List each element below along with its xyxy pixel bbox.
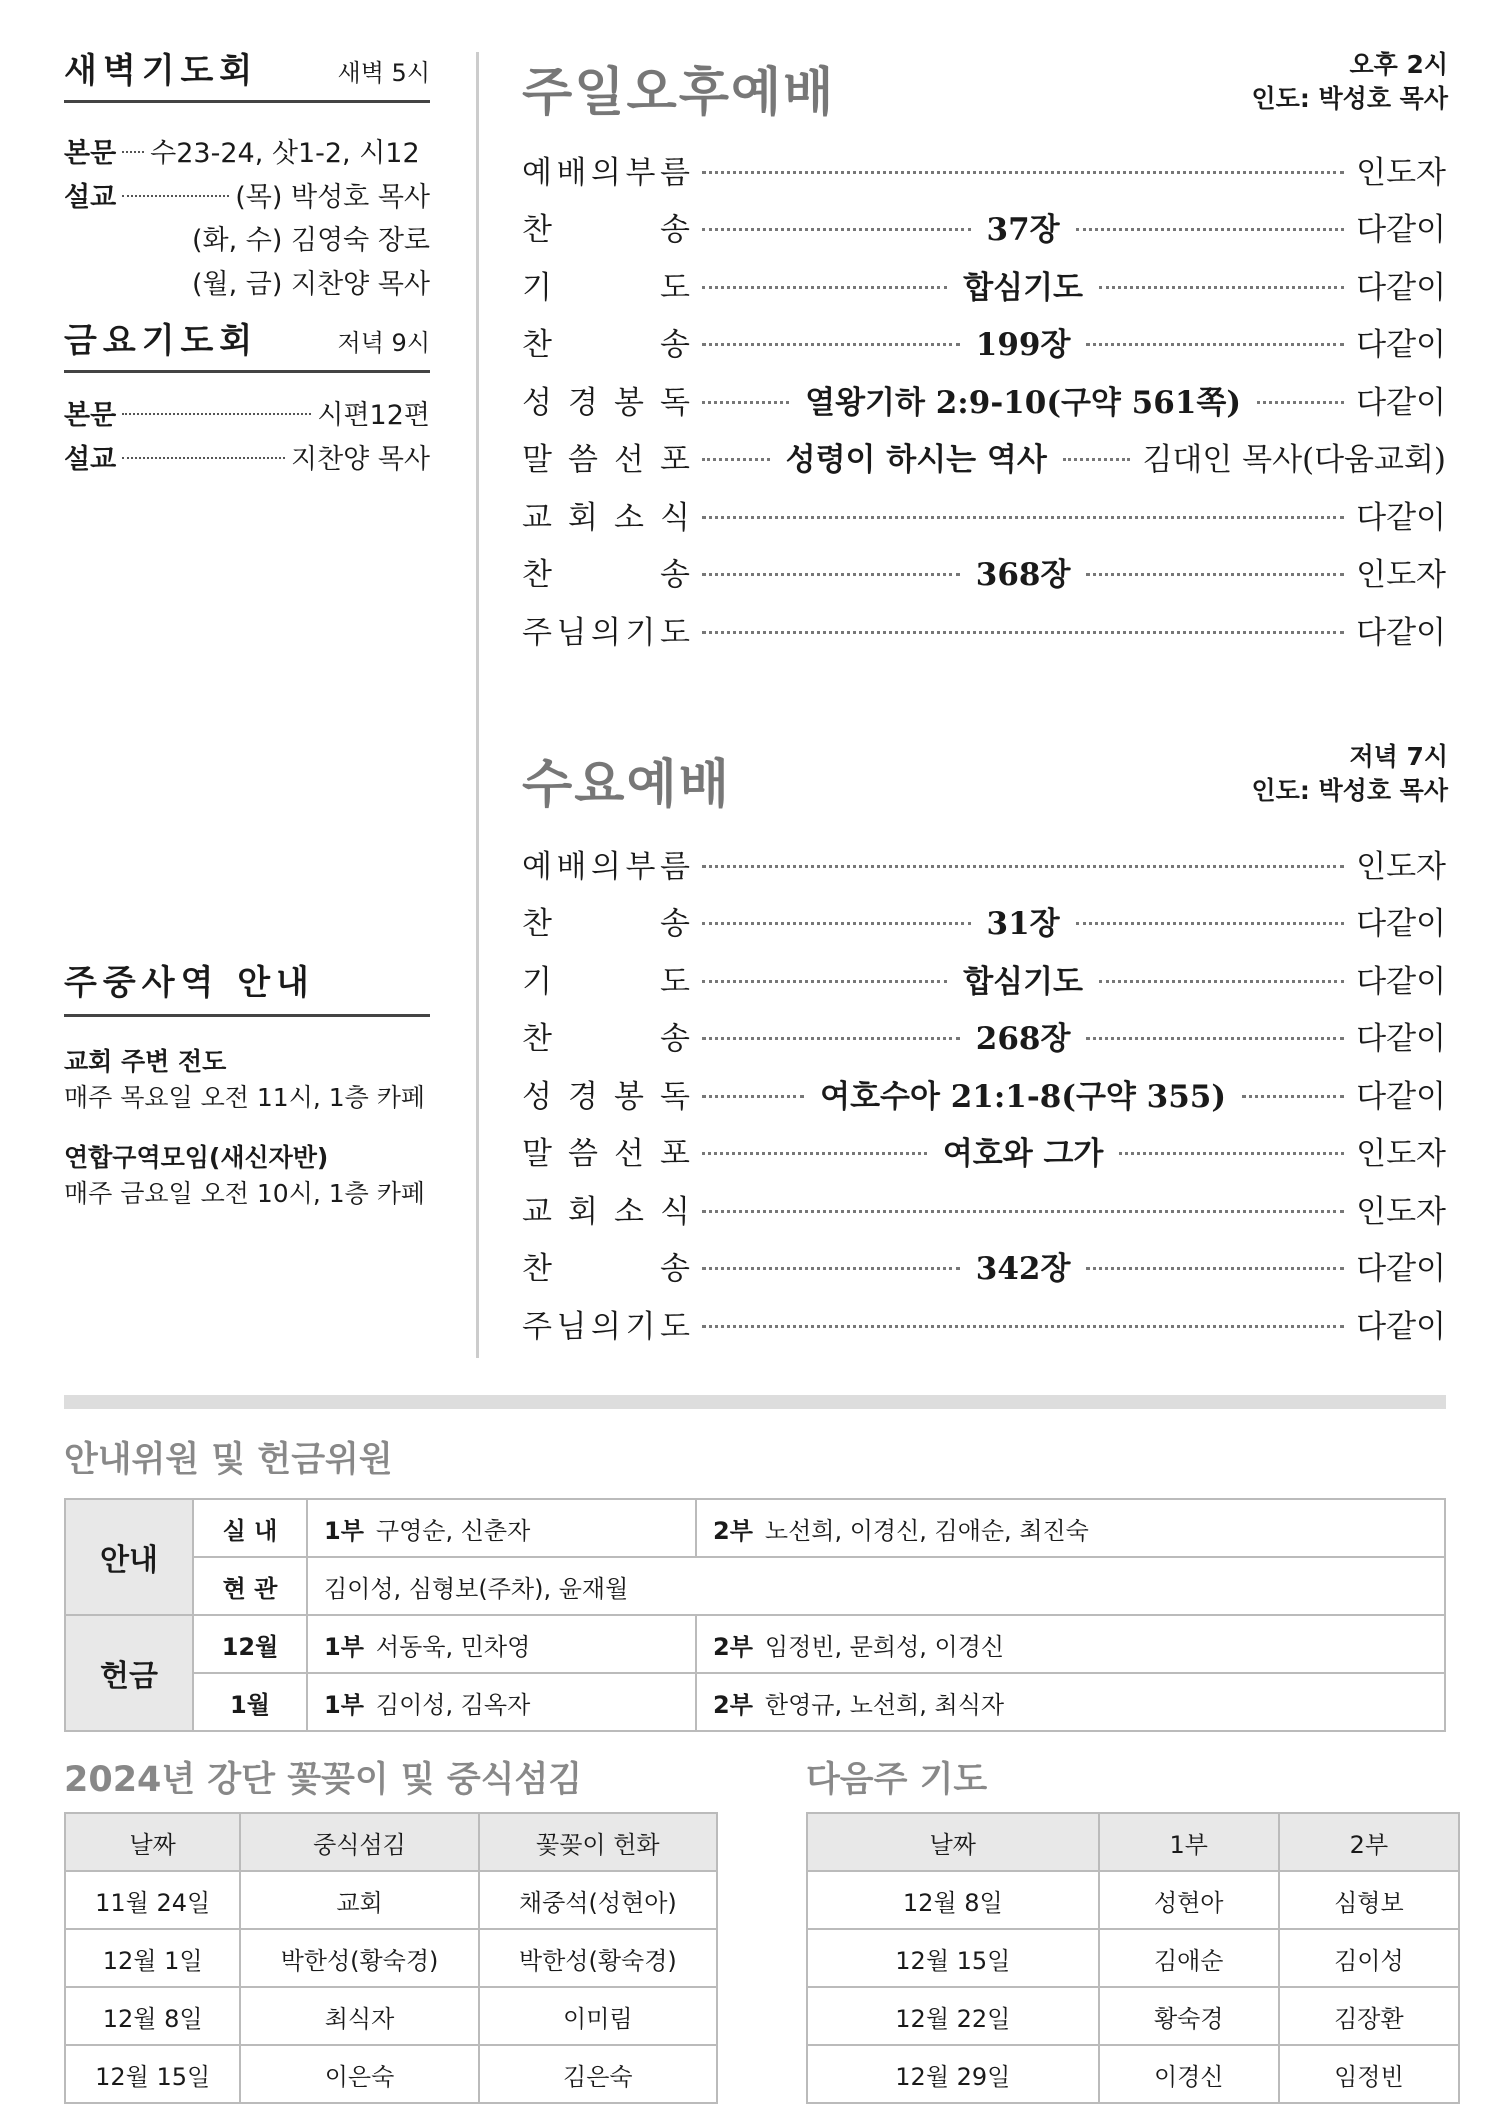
offering-group-label: 헌금 xyxy=(65,1615,193,1731)
order-content: 342장 xyxy=(975,1251,1071,1287)
order-label: 기 도 xyxy=(522,269,690,306)
order-content: 합심기도 xyxy=(963,963,1083,1000)
table-cell: 12월 15일 xyxy=(807,1929,1099,1987)
table-row xyxy=(65,1499,1445,1557)
friday-prayer-header xyxy=(64,322,430,373)
table-header-row xyxy=(65,1813,717,1871)
dot-leader xyxy=(122,195,229,197)
table-cell: 12월 15일 xyxy=(65,2045,240,2103)
dawn-sermon-row xyxy=(64,174,430,214)
table-row xyxy=(807,1871,1459,1929)
names: 구영순, 신춘자 xyxy=(375,1516,531,1545)
order-content: 31장 xyxy=(986,906,1060,942)
committee-table xyxy=(64,1498,1446,1732)
table-cell: 교회 xyxy=(240,1871,478,1929)
mission-title: 주중사역 안내 xyxy=(64,963,315,1003)
table-row xyxy=(807,1929,1459,1987)
table-cell: 황숙경 xyxy=(1099,1987,1279,2045)
order-leader: 다같이 xyxy=(1356,906,1446,942)
column-divider xyxy=(476,52,479,1358)
table-cell: 이은숙 xyxy=(240,2045,478,2103)
order-row xyxy=(522,955,1446,1001)
dot-leader xyxy=(702,401,789,404)
column-header: 꽃꽂이 헌화 xyxy=(479,1813,717,1871)
dot-leader xyxy=(1257,401,1344,404)
order-content: 268장 xyxy=(975,1021,1071,1057)
dawn-sermon-label: 설교 xyxy=(64,181,117,213)
dot-leader xyxy=(1119,1152,1344,1155)
order-leader: 인도자 xyxy=(1356,557,1446,593)
order-leader: 인도자 xyxy=(1356,154,1446,191)
table-cell: 심형보 xyxy=(1279,1871,1459,1929)
table-row xyxy=(807,1987,1459,2045)
dot-leader xyxy=(702,458,770,461)
dot-leader xyxy=(702,228,971,231)
guide-group-label: 안내 xyxy=(65,1499,193,1615)
column-header: 중식섬김 xyxy=(240,1813,478,1871)
order-label: 찬 송 xyxy=(522,1251,690,1287)
dot-leader xyxy=(702,516,1344,519)
names: 서동욱, 민차영 xyxy=(375,1632,531,1661)
names: 김이성, 김옥자 xyxy=(375,1690,531,1719)
dot-leader xyxy=(1086,1267,1344,1270)
committee-cell xyxy=(696,1673,1445,1731)
dot-leader xyxy=(702,980,947,983)
order-row xyxy=(522,491,1446,537)
committee-cell xyxy=(696,1499,1445,1557)
dot-leader xyxy=(702,343,960,346)
part-label: 2부 xyxy=(713,1690,753,1719)
order-label: 찬 송 xyxy=(522,906,690,942)
dawn-text-label: 본문 xyxy=(64,137,117,169)
dot-leader xyxy=(702,922,971,925)
friday-sermon-label: 설교 xyxy=(64,443,117,475)
order-row xyxy=(522,146,1446,192)
order-row xyxy=(522,1243,1446,1289)
order-label: 예 배 의 부 름 xyxy=(522,154,690,191)
order-row xyxy=(522,840,1446,886)
dawn-prayer-header xyxy=(64,52,430,103)
table-header-row xyxy=(807,1813,1459,1871)
order-leader: 다같이 xyxy=(1356,384,1446,421)
order-content: 여호수아 21:1-8(구약 355) xyxy=(820,1078,1227,1115)
committee-cell xyxy=(696,1615,1445,1673)
wednesday-service-info xyxy=(1252,740,1448,808)
committee-title: 안내위원 및 헌금위원 xyxy=(64,1440,393,1480)
order-content: 열왕기하 2:9-10(구약 561쪽) xyxy=(805,384,1241,421)
order-row xyxy=(522,549,1446,595)
section-divider-bar xyxy=(64,1395,1446,1409)
order-label: 말 씀 선 포 xyxy=(522,442,690,478)
flowers-table xyxy=(64,1812,718,2104)
order-row xyxy=(522,1128,1446,1174)
friday-text-label: 본문 xyxy=(64,399,117,431)
order-leader: 인도자 xyxy=(1356,848,1446,885)
dot-leader xyxy=(702,1152,927,1155)
dot-leader xyxy=(702,1037,960,1040)
prayer-table xyxy=(806,1812,1460,2104)
dot-leader xyxy=(1076,228,1345,231)
dot-leader xyxy=(702,1095,804,1098)
dot-leader xyxy=(702,573,960,576)
mission-item-desc: 매주 목요일 오전 11시, 1층 카페 xyxy=(64,1083,426,1112)
dawn-prayer-title: 새벽기도회 xyxy=(64,51,259,91)
dot-leader xyxy=(1063,458,1131,461)
dot-leader xyxy=(1099,286,1344,289)
order-label: 찬 송 xyxy=(522,327,690,363)
table-row xyxy=(65,1987,717,2045)
table-cell: 12월 22일 xyxy=(807,1987,1099,2045)
order-label: 찬 송 xyxy=(522,1021,690,1057)
wednesday-service-time: 저녁 7시 xyxy=(1349,742,1448,771)
order-label: 기 도 xyxy=(522,963,690,1000)
dawn-preacher-2: (화, 수) 김영숙 장로 xyxy=(192,225,430,256)
table-row xyxy=(65,1557,1445,1615)
friday-sermon-row xyxy=(64,436,430,476)
table-cell: 임정빈 xyxy=(1279,2045,1459,2103)
order-leader: 다같이 xyxy=(1356,614,1446,651)
table-cell: 이미림 xyxy=(479,1987,717,2045)
table-row xyxy=(807,2045,1459,2103)
order-label: 성 경 봉 독 xyxy=(522,1078,690,1115)
dot-leader xyxy=(122,457,285,459)
order-row xyxy=(522,434,1446,480)
order-content: 합심기도 xyxy=(963,269,1083,306)
friday-prayer-title: 금요기도회 xyxy=(64,321,259,361)
dawn-preacher-1: (목) 박성호 목사 xyxy=(235,181,430,213)
dot-leader xyxy=(702,1210,1344,1213)
table-cell: 김애순 xyxy=(1099,1929,1279,1987)
wednesday-service-leader: 인도: 박성호 목사 xyxy=(1251,776,1448,805)
part-label: 1부 xyxy=(324,1632,364,1661)
sunday-service-time: 오후 2시 xyxy=(1349,50,1448,79)
order-label: 주 님 의 기 도 xyxy=(522,614,690,651)
order-label: 찬 송 xyxy=(522,212,690,248)
order-label: 주 님 의 기 도 xyxy=(522,1308,690,1345)
sunday-service-info xyxy=(1252,48,1448,116)
order-row xyxy=(522,606,1446,652)
dot-leader xyxy=(702,171,1344,174)
order-label: 찬 송 xyxy=(522,557,690,593)
table-row xyxy=(65,1673,1445,1731)
dawn-preacher-3: (월, 금) 지찬양 목사 xyxy=(192,269,430,300)
table-row xyxy=(65,1615,1445,1673)
order-label: 말 씀 선 포 xyxy=(522,1136,690,1172)
table-cell: 김이성 xyxy=(1279,1929,1459,1987)
friday-preacher: 지찬양 목사 xyxy=(291,443,430,475)
table-cell: 12월 8일 xyxy=(65,1987,240,2045)
table-cell: 12월 29일 xyxy=(807,2045,1099,2103)
order-row xyxy=(522,1070,1446,1116)
wednesday-service-title: 수요예배 xyxy=(522,755,731,815)
column-header: 1부 xyxy=(1099,1813,1279,1871)
dot-leader xyxy=(702,286,947,289)
table-cell: 채중석(성현아) xyxy=(479,1871,717,1929)
table-row xyxy=(65,1929,717,1987)
friday-prayer-time: 저녁 9시 xyxy=(337,329,430,357)
dawn-prayer-time: 새벽 5시 xyxy=(337,59,430,87)
column-header: 날짜 xyxy=(807,1813,1099,1871)
friday-text: 시편12편 xyxy=(317,399,430,431)
part-label: 1부 xyxy=(324,1516,364,1545)
committee-cell xyxy=(307,1673,696,1731)
mission-item-title: 연합구역모임(새신자반) xyxy=(64,1143,329,1172)
order-leader: 인도자 xyxy=(1356,1136,1446,1172)
committee-cell xyxy=(307,1615,696,1673)
order-row xyxy=(522,261,1446,307)
prayer-title: 다음주 기도 xyxy=(806,1760,988,1800)
order-leader: 다같이 xyxy=(1356,212,1446,248)
dot-leader xyxy=(122,413,311,415)
names: 노선희, 이경신, 김애순, 최진숙 xyxy=(764,1516,1089,1545)
mission-item-title: 교회 주변 전도 xyxy=(64,1047,227,1076)
order-leader: 다같이 xyxy=(1356,1308,1446,1345)
order-label: 예 배 의 부 름 xyxy=(522,848,690,885)
flowers-title: 2024년 강단 꽃꽂이 및 중식섬김 xyxy=(64,1760,583,1800)
table-cell: 이경신 xyxy=(1099,2045,1279,2103)
column-header: 2부 xyxy=(1279,1813,1459,1871)
table-cell: 김은숙 xyxy=(479,2045,717,2103)
names: 임정빈, 문희성, 이경신 xyxy=(764,1632,1005,1661)
table-cell: 박한성(황숙경) xyxy=(240,1929,478,1987)
committee-sub-label: 1월 xyxy=(193,1673,307,1731)
dot-leader xyxy=(702,1267,960,1270)
order-row xyxy=(522,319,1446,365)
table-cell: 김장환 xyxy=(1279,1987,1459,2045)
sunday-service-leader: 인도: 박성호 목사 xyxy=(1251,84,1448,113)
order-label: 성 경 봉 독 xyxy=(522,384,690,421)
dot-leader xyxy=(702,865,1344,868)
dot-leader xyxy=(1086,1037,1344,1040)
order-content: 368장 xyxy=(975,557,1071,593)
order-row xyxy=(522,376,1446,422)
order-label: 교 회 소 식 xyxy=(522,1193,690,1230)
table-cell: 박한성(황숙경) xyxy=(479,1929,717,1987)
committee-cell xyxy=(307,1557,1445,1615)
order-content: 성령이 하시는 역사 xyxy=(785,442,1047,478)
order-row xyxy=(522,1185,1446,1231)
dot-leader xyxy=(1086,343,1344,346)
table-cell: 최식자 xyxy=(240,1987,478,2045)
dot-leader xyxy=(1076,922,1345,925)
order-content: 37장 xyxy=(986,212,1060,248)
committee-sub-label: 현 관 xyxy=(193,1557,307,1615)
committee-sub-label: 12월 xyxy=(193,1615,307,1673)
order-content: 199장 xyxy=(975,327,1071,363)
order-leader: 다같이 xyxy=(1356,327,1446,363)
table-cell: 12월 1일 xyxy=(65,1929,240,1987)
order-leader: 다같이 xyxy=(1356,499,1446,536)
names: 김이성, 심형보(주차), 윤재월 xyxy=(324,1574,629,1603)
order-leader: 다같이 xyxy=(1356,1078,1446,1115)
sunday-service-title: 주일오후예배 xyxy=(522,63,836,123)
friday-text-row xyxy=(64,392,430,432)
order-row xyxy=(522,204,1446,250)
order-leader: 다같이 xyxy=(1356,1251,1446,1287)
dot-leader xyxy=(1099,980,1344,983)
order-row xyxy=(522,898,1446,944)
mission-header xyxy=(64,954,430,1017)
part-label: 2부 xyxy=(713,1632,753,1661)
table-cell: 12월 8일 xyxy=(807,1871,1099,1929)
part-label: 2부 xyxy=(713,1516,753,1545)
dot-leader xyxy=(1242,1095,1344,1098)
dawn-text: 수23-24, 삿1-2, 시12 xyxy=(150,137,420,169)
order-leader: 인도자 xyxy=(1356,1193,1446,1230)
dot-leader xyxy=(702,1325,1344,1328)
dot-leader xyxy=(702,631,1344,634)
dawn-text-row xyxy=(64,130,430,170)
table-cell: 11월 24일 xyxy=(65,1871,240,1929)
order-leader: 김대인 목사(다움교회) xyxy=(1142,442,1446,478)
table-cell: 성현아 xyxy=(1099,1871,1279,1929)
order-leader: 다같이 xyxy=(1356,963,1447,1000)
mission-item-desc: 매주 금요일 오전 10시, 1층 카페 xyxy=(64,1179,426,1208)
order-row xyxy=(522,1013,1446,1059)
order-leader: 다같이 xyxy=(1356,269,1447,306)
order-row xyxy=(522,1300,1446,1346)
committee-cell xyxy=(307,1499,696,1557)
names: 한영규, 노선희, 최식자 xyxy=(764,1690,1005,1719)
column-header: 날짜 xyxy=(65,1813,240,1871)
order-label: 교 회 소 식 xyxy=(522,499,690,536)
committee-sub-label: 실 내 xyxy=(193,1499,307,1557)
order-content: 여호와 그가 xyxy=(942,1136,1104,1172)
dot-leader xyxy=(122,151,144,153)
table-row xyxy=(65,1871,717,1929)
part-label: 1부 xyxy=(324,1690,364,1719)
dot-leader xyxy=(1086,573,1344,576)
table-row xyxy=(65,2045,717,2103)
order-leader: 다같이 xyxy=(1356,1021,1446,1057)
